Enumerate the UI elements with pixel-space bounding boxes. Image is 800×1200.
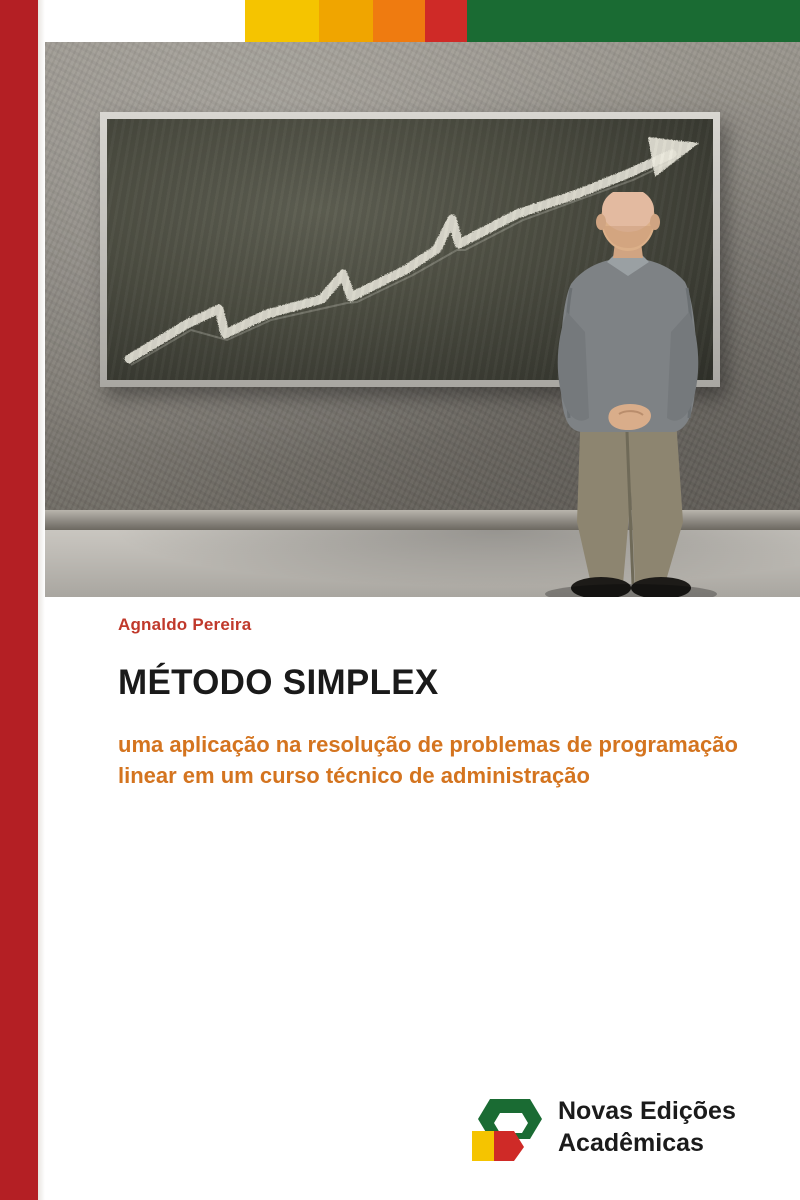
color-segment-orange bbox=[373, 0, 425, 42]
cover-photo bbox=[45, 42, 800, 597]
spine-edge-highlight bbox=[38, 0, 45, 1200]
color-segment-green bbox=[467, 0, 800, 42]
publisher-name-line2: Acadêmicas bbox=[558, 1129, 704, 1157]
author-name: Agnaldo Pereira bbox=[118, 615, 252, 634]
color-segment-yellow bbox=[245, 0, 319, 42]
publisher-name bbox=[558, 1095, 736, 1159]
spine-band bbox=[0, 0, 38, 1200]
cover-text-block bbox=[118, 615, 758, 791]
book-title: MÉTODO SIMPLEX bbox=[118, 663, 439, 702]
publisher-name-line1: Novas Edições bbox=[558, 1097, 736, 1125]
top-color-bar bbox=[45, 0, 800, 42]
businessman-figure bbox=[515, 192, 745, 597]
book-subtitle: uma aplicação na resolução de problemas de programação linear em um curso técnico de administração bbox=[118, 732, 738, 789]
color-segment-red bbox=[425, 0, 467, 42]
publisher-mark-icon bbox=[470, 1097, 544, 1163]
publisher-logo bbox=[470, 1093, 770, 1173]
color-segment-amber bbox=[319, 0, 373, 42]
